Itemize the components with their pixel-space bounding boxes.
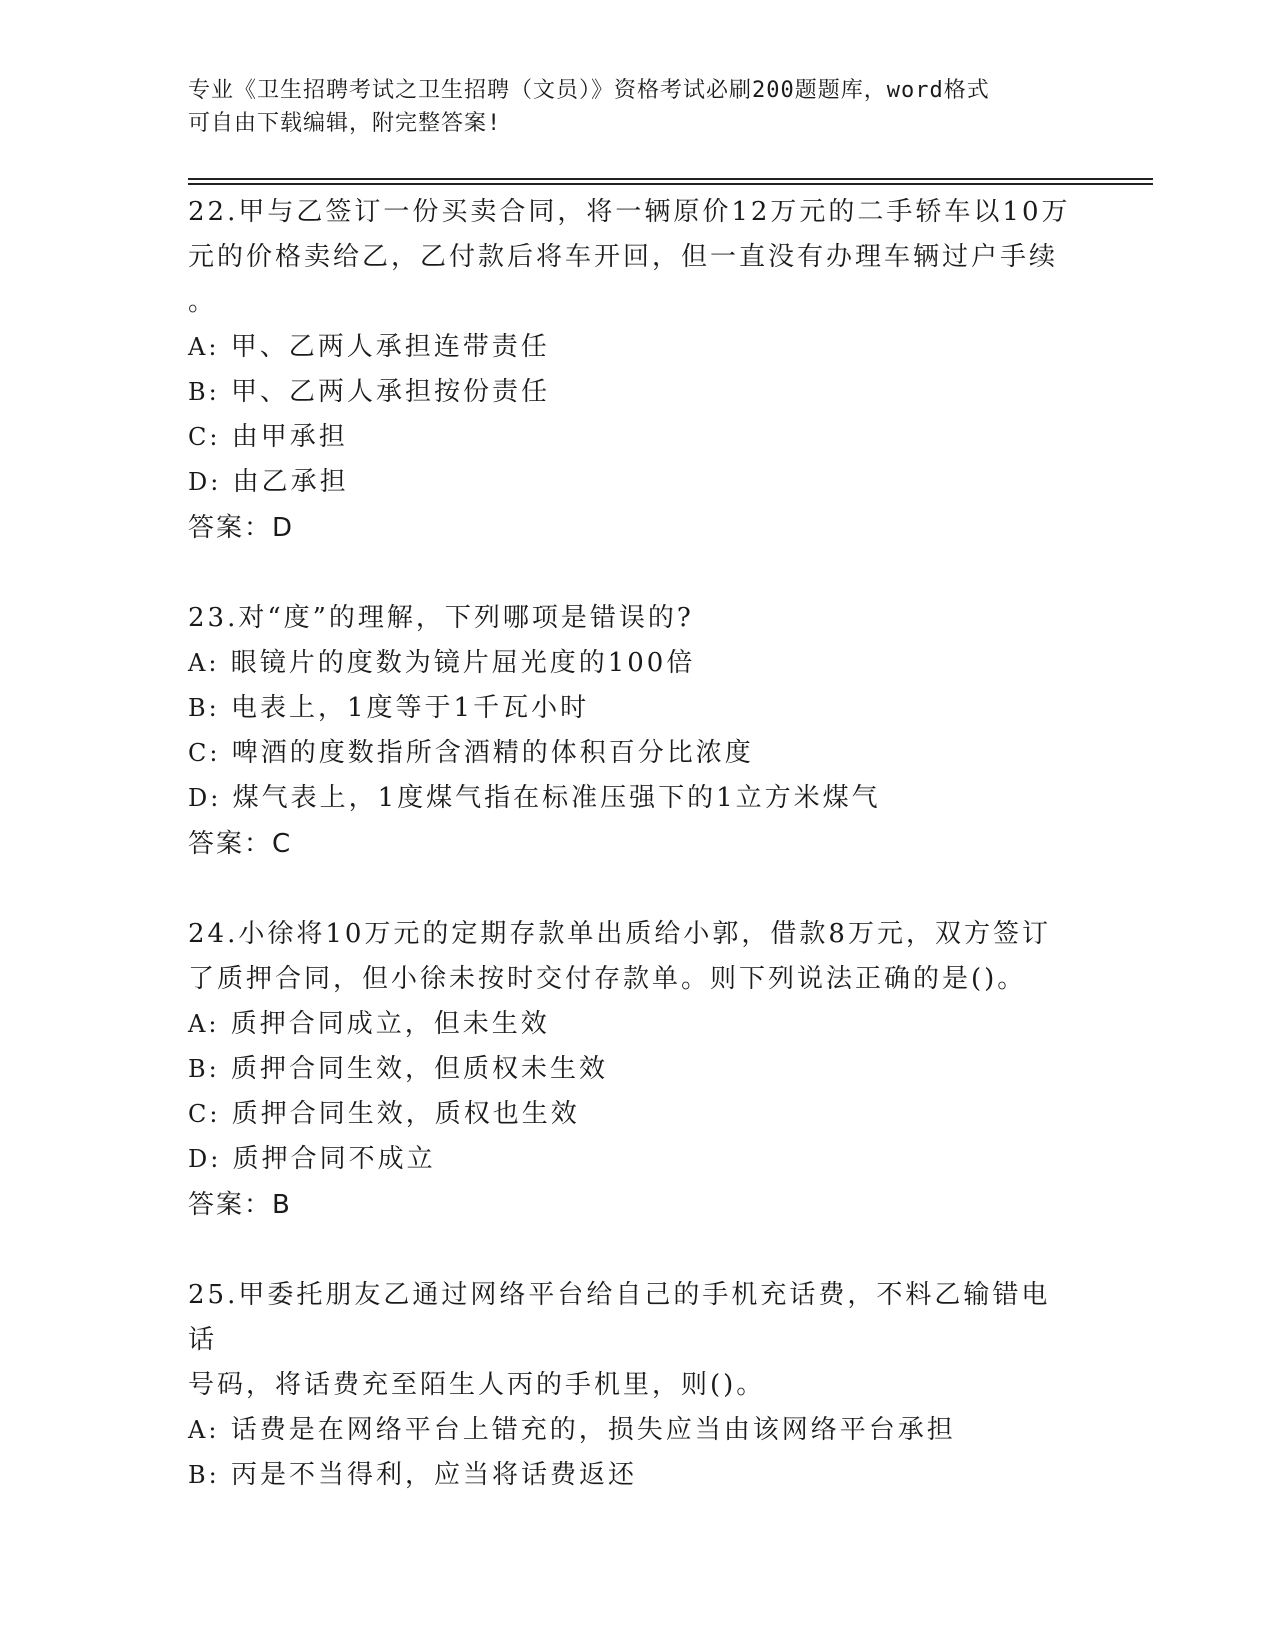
spacer: [188, 551, 1078, 596]
option-d: D: 由乙承担: [188, 467, 349, 497]
spacer: [188, 867, 1078, 912]
option-c: C: 由甲承担: [188, 422, 348, 452]
header-divider-top: [188, 178, 1153, 180]
header-divider-bottom: [188, 183, 1153, 185]
spacer: [188, 1228, 1078, 1273]
question-text-line: 了质押合同，但小徐未按时交付存款单。则下列说法正确的是()。: [188, 964, 1027, 994]
question-text-line: 号码，将话费充至陌生人丙的手机里，则()。: [188, 1370, 766, 1400]
option-c: C: 质押合同生效，质权也生效: [188, 1099, 580, 1129]
question-list: [188, 190, 1078, 1498]
option-b: B: 丙是不当得利，应当将话费返还: [188, 1460, 638, 1490]
option-b: B: 质押合同生效，但质权未生效: [188, 1054, 609, 1084]
option-a: A: 甲、乙两人承担连带责任: [188, 332, 550, 362]
answer-line: 答案：D: [188, 513, 295, 543]
question-text-line: 24.小徐将10万元的定期存款单出质给小郭，借款8万元，双方签订: [188, 919, 1051, 949]
question-text-line: 。: [188, 287, 218, 317]
option-a: A: 质押合同成立，但未生效: [188, 1009, 550, 1039]
question-24: [188, 912, 1078, 1228]
option-a: A: 话费是在网络平台上错充的，损失应当由该网络平台承担: [188, 1415, 956, 1445]
question-text-line: 25.甲委托朋友乙通过网络平台给自己的手机充话费，不料乙输错电话: [188, 1280, 1051, 1355]
option-c: C: 啤酒的度数指所含酒精的体积百分比浓度: [188, 738, 754, 768]
answer-line: 答案：C: [188, 829, 293, 859]
answer-line: 答案：B: [188, 1190, 292, 1220]
question-text-line: 23.对“度”的理解，下列哪项是错误的?: [188, 603, 694, 633]
option-d: D: 煤气表上，1度煤气指在标准压强下的1立方米煤气: [188, 783, 881, 813]
header-line-1: 专业《卫生招聘考试之卫生招聘（文员）》资格考试必刷200题题库，word格式: [188, 78, 990, 103]
option-d: D: 质押合同不成立: [188, 1144, 436, 1174]
question-23: [188, 596, 1078, 867]
question-25: [188, 1273, 1078, 1498]
option-b: B: 甲、乙两人承担按份责任: [188, 377, 551, 407]
question-text-line: 元的价格卖给乙，乙付款后将车开回，但一直没有办理车辆过户手续: [188, 242, 1059, 272]
option-a: A: 眼镜片的度数为镜片屈光度的100倍: [188, 648, 696, 678]
header-line-2: 可自由下载编辑，附完整答案!: [188, 111, 502, 136]
option-b: B: 电表上，1度等于1千瓦小时: [188, 693, 590, 723]
question-22: [188, 190, 1078, 551]
question-text-line: 22.甲与乙签订一份买卖合同，将一辆原价12万元的二手轿车以10万: [188, 197, 1071, 227]
document-header: [188, 74, 1088, 140]
